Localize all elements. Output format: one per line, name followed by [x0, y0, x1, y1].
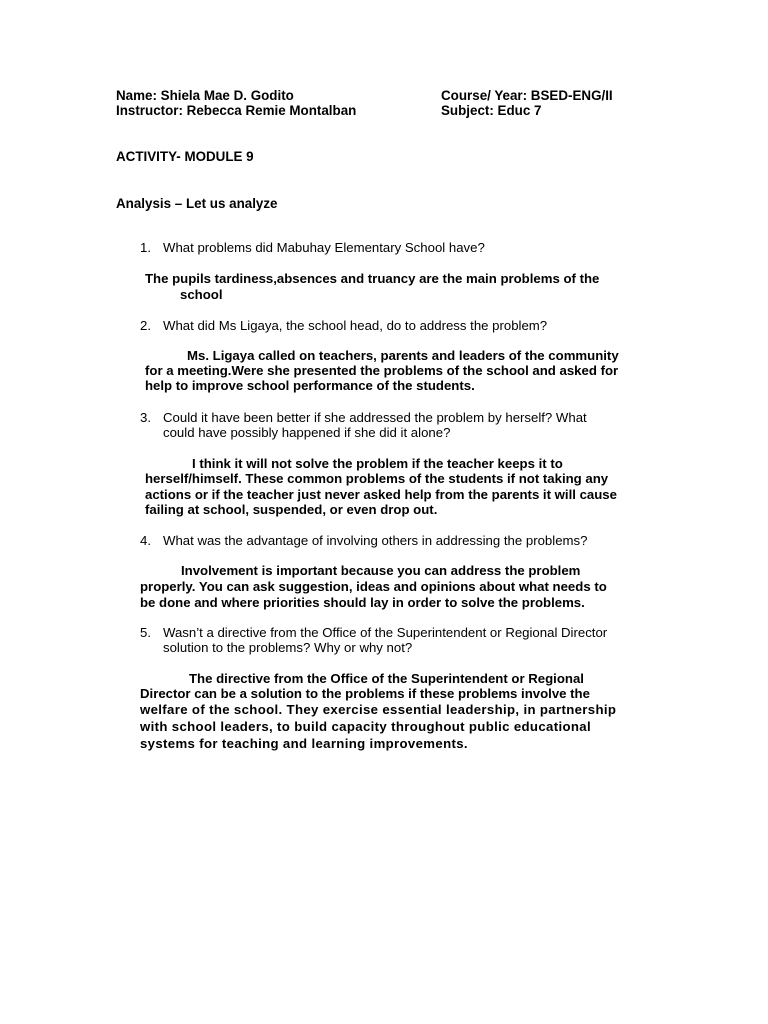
- question-text: Wasn’t a directive from the Office of the Superintendent or Regional Director: [163, 625, 608, 640]
- answer-line: failing at school, suspended, or even drop out.: [145, 502, 438, 517]
- answer-line: welfare of the school. They exercise essential leadership, in partnership: [140, 702, 617, 717]
- answer-line: Involvement is important because you can address the problem: [181, 563, 581, 578]
- question-number: 1.: [140, 240, 151, 255]
- answer-line: actions or if the teacher just never asked help from the parents it will cause: [145, 487, 617, 502]
- question-number: 3.: [140, 410, 151, 425]
- question-number: 5.: [140, 625, 151, 640]
- question-number: 2.: [140, 318, 151, 333]
- answer-line: for a meeting.Were she presented the problems of the school and asked for: [145, 363, 619, 378]
- question-number: 4.: [140, 533, 151, 548]
- question-text: What did Ms Ligaya, the school head, do to address the problem?: [163, 318, 548, 333]
- answer-line: school: [180, 287, 223, 302]
- question-text: could have possibly happened if she did it alone?: [163, 425, 451, 440]
- question-text: Could it have been better if she addressed the problem by herself? What: [163, 410, 587, 425]
- answer-line: with school leaders, to build capacity throughout public educational: [140, 719, 591, 734]
- answer-line: The directive from the Office of the Superintendent or Regional: [189, 671, 584, 686]
- answer-line: be done and where priorities should lay in order to solve the problems.: [140, 595, 585, 610]
- activity-title: ACTIVITY- MODULE 9: [116, 149, 254, 164]
- analysis-heading: Analysis – Let us analyze: [116, 196, 278, 211]
- answer-line: systems for teaching and learning improvements.: [140, 736, 468, 751]
- answer-line: herself/himself. These common problems of the students if not taking any: [145, 471, 609, 486]
- answer-line: I think it will not solve the problem if the teacher keeps it to: [192, 456, 563, 471]
- answer-line: properly. You can ask suggestion, ideas and opinions about what needs to: [140, 579, 607, 594]
- question-text: What was the advantage of involving others in addressing the problems?: [163, 533, 588, 548]
- subject: Subject: Educ 7: [441, 103, 542, 118]
- question-text: What problems did Mabuhay Elementary School have?: [163, 240, 485, 255]
- answer-line: Ms. Ligaya called on teachers, parents and leaders of the community: [187, 348, 619, 363]
- course-year: Course/ Year: BSED-ENG/II: [441, 88, 613, 103]
- answer-line: Director can be a solution to the problems if these problems involve the: [140, 686, 590, 701]
- question-text: solution to the problems? Why or why not?: [163, 640, 413, 655]
- student-name: Name: Shiela Mae D. Godito: [116, 88, 294, 103]
- instructor-name: Instructor: Rebecca Remie Montalban: [116, 103, 357, 118]
- answer-line: help to improve school performance of the students.: [145, 378, 475, 393]
- answer-line: The pupils tardiness,absences and truancy are the main problems of the: [145, 271, 600, 286]
